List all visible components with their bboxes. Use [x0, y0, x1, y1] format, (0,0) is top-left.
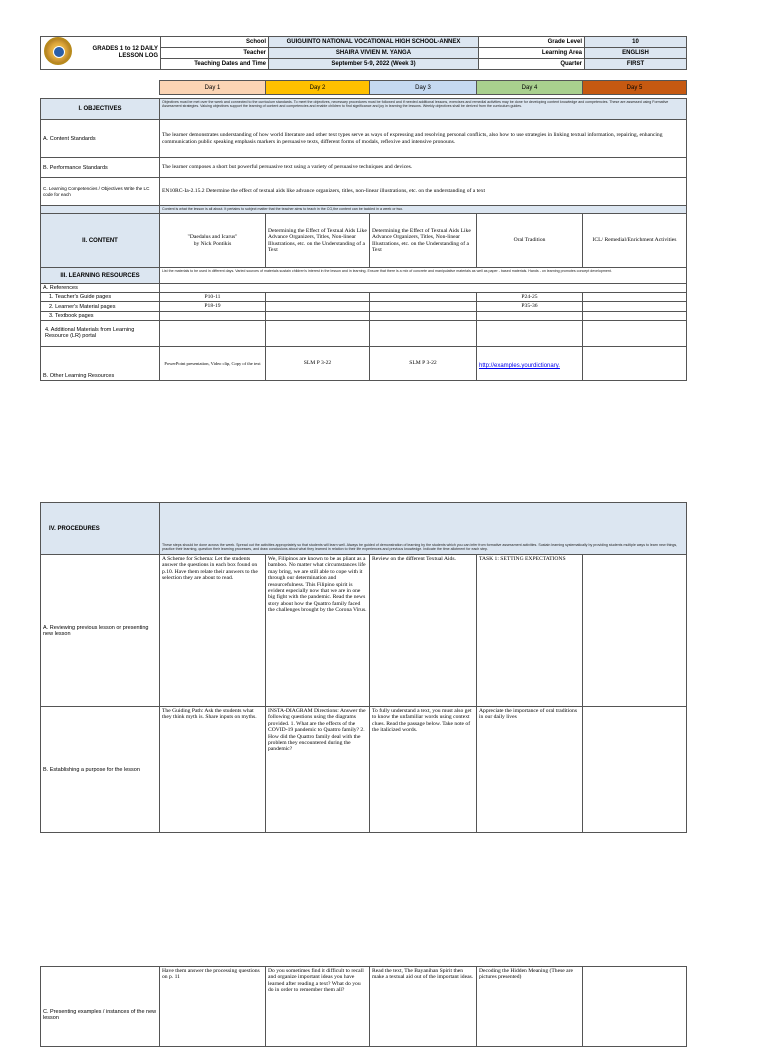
competency-text: EN10RC-Ia-2.15.2 Determine the effect of textual aids like advance organizers, titles, non-linear illustrations, etc. on the understanding of a text: [160, 178, 687, 206]
other-resources-label: B. Other Learning Resources: [41, 346, 160, 380]
procedure-c-label: C. Presenting examples / instances of the new lesson: [41, 967, 160, 1047]
day-2-header: Day 2: [266, 81, 370, 95]
procedures-c-table: [40, 966, 687, 1047]
teacher-label: Teacher: [161, 48, 269, 59]
tg-day-4: P24-25: [477, 293, 583, 302]
procedure-b-day-2: INSTA-DIAGRAM Directions: Answer the following questions using the diagrams provided. 1. What are the effects of the COVID-19 pandemic to Quattro family? 2. How did the Quattro family deal with the problem they encountered during the pandemic?: [266, 707, 370, 833]
procedure-a-day-2: We, Filipinos are known to be as pliant as a bamboo. No matter what circumstances life may bring, we are still able to cope with it through our determination and resourcefulness. This Filipino spirit is evident especially now that we are in one big fight with the pandemic. Read the news story about how the Quattro family faced the challenges brought by the Corona Virus.: [266, 555, 370, 707]
other-day-3: SLM P 3-22: [370, 346, 477, 380]
quarter-label: Quarter: [479, 59, 585, 70]
dates-value: September 5-9, 2022 (Week 3): [269, 59, 479, 70]
content-standards-text: The learner demonstrates understanding of how world literature and other text types serve as ways of expressing and resolving personal conflicts, also how to use strategies in linking textual information, repairing, enhancing communication public speaking emphasis markers in persuasive texts, different forms of modals, reflexive and intensive pronouns.: [160, 120, 687, 158]
day-4-header: Day 4: [477, 81, 583, 95]
textbook-label: 3. Textbook pages: [41, 311, 160, 320]
lm-day-1: P18-19: [160, 302, 266, 311]
content-day-5: ICL/ Remedial/Enrichment Activities: [583, 214, 687, 268]
objectives-table: [40, 80, 687, 381]
content-day-4: Oral Tradition: [477, 214, 583, 268]
quarter-value: FIRST: [585, 59, 687, 70]
content-day-2: Determining the Effect of Textual Aids Like Advance Organizers, Titles, Non-linear Illustrations, etc. on the Understanding of a Text: [266, 214, 370, 268]
tg-day-1: P10-11: [160, 293, 266, 302]
procedure-a-day-3: Review on the different Textual Aids.: [370, 555, 477, 707]
day-1-header: Day 1: [160, 81, 266, 95]
additional-materials-label: 4. Additional Materials from Learning Resource (LR) portal: [41, 320, 160, 346]
area-label: Learning Area: [479, 48, 585, 59]
procedure-a-day-4: TASK 1: SETTING EXPECTATIONS: [477, 555, 583, 707]
procedures-title: IV. PROCEDURES: [41, 503, 160, 555]
area-value: ENGLISH: [585, 48, 687, 59]
lm-day-4: P35-36: [477, 302, 583, 311]
grade-label: Grade Level: [479, 37, 585, 48]
other-day-1: PowerPoint presentation, Video clip, Copy of the text: [160, 346, 266, 380]
day-5-header: Day 5: [583, 81, 687, 95]
lm-label: 2. Learner's Material pages: [41, 302, 160, 311]
school-label: School: [161, 37, 269, 48]
procedure-c-day-4: Decoding the Hidden Meaning (These are pictures presented): [477, 967, 583, 1047]
content-standards-label: A. Content Standards: [41, 120, 160, 158]
content-day-1-title: "Daedalus and Icarus": [187, 234, 238, 241]
procedure-b-label: B. Establishing a purpose for the lesson: [41, 707, 160, 833]
resources-title: III. LEARNING RESOURCES: [41, 268, 160, 284]
content-note: Content is what the lesson is all about. It pertains to subject matter that the teacher aims to teach in the CG,the content can be tackled in a week or two.: [160, 206, 687, 214]
procedures-table: [40, 502, 687, 833]
log-title: GRADES 1 to 12 DAILY LESSON LOG: [41, 37, 161, 70]
tg-label: 1. Teacher's Guide pages: [41, 293, 160, 302]
header-table: [40, 36, 687, 70]
day-3-header: Day 3: [370, 81, 477, 95]
competency-label: C. Learning Competencies / Objectives Write the LC code for each: [41, 178, 160, 206]
content-day-3: Determining the Effect of Textual Aids Like Advance Organizers, Titles, Non-linear Illustrations, etc. on the Understanding of a Text: [370, 214, 477, 268]
teacher-value: SHAIRA VIVIEN M. YANGA: [269, 48, 479, 59]
references-label: A. References: [41, 284, 160, 293]
procedure-b-day-1: The Guiding Path: Ask the students what they think myth is. Share inputs on myths.: [160, 707, 266, 833]
procedure-c-day-2: Do you sometimes find it difficult to recall and organize important ideas you have learned after reading a text? What do you do in order to remember them all?: [266, 967, 370, 1047]
procedure-b-day-3: To fully understand a text, you must also get to know the unfamiliar words using context clues. Read the passage below. Take note of the italicized words.: [370, 707, 477, 833]
content-day-1: [160, 214, 266, 268]
content-title: II. CONTENT: [41, 214, 160, 268]
content-day-1-author: by Nick Pontikis: [193, 240, 232, 247]
objectives-title: I. OBJECTIVES: [41, 99, 160, 120]
other-day-2: SLM P 3-22: [266, 346, 370, 380]
performance-standards-label: B. Performance Standards: [41, 158, 160, 178]
performance-standards-text: The learner composes a short but powerful persuasive text using a variety of persuasive techniques and devices.: [160, 158, 687, 178]
dates-label: Teaching Dates and Time: [161, 59, 269, 70]
procedures-note: These steps should be done across the week. Spread out the activities appropriately so that students will learn well. Always be guided of demonstration of learning by the students which you can infer from formative assessment activities. Sustain learning systematically by providing students multiple ways to learn new things, practice their learning, question their learning processes, and draw conclusions about what they learned in relation to their life experiences and previous knowledge. Indicate the time allotment for each step.: [160, 503, 687, 555]
procedure-a-day-1: A Scheme for Schema: Let the students answer the questions in each box found on p.10. Have them relate their answers to the selection they are about to read.: [160, 555, 266, 707]
school-value: GUIGUINTO NATIONAL VOCATIONAL HIGH SCHOOL-ANNEX: [269, 37, 479, 48]
procedure-c-day-1: Have them answer the processing questions on p. 11: [160, 967, 266, 1047]
procedure-c-day-3: Read the text, The Bayanihan Spirit then make a textual aid out of the important ideas.: [370, 967, 477, 1047]
procedure-b-day-4: Appreciate the importance of oral traditions in our daily lives: [477, 707, 583, 833]
dictionary-link[interactable]: http://examples.yourdictionary.: [479, 363, 560, 370]
resources-note: List the materials to be used in different days. Varied sources of materials sustain children's interest in the lesson and in learning. Ensure that there is a mix of concrete and manipulative materials as well as paper - based materials. Hands - on learning promotes concept development.: [160, 268, 687, 284]
other-day-4-cell: [477, 346, 583, 380]
objectives-note: Objectives must be met over the week and connected to the curriculum standards. To meet the objectives, necessary procedures must be followed and if needed additional lessons, exercises and remedial activities may be done for developing content knowledge and competencies. These are assessed using Formative Assessment strategies. Valuing objectives support the learning of content and competencies and enable children to find significance and joy in learning the lessons. Weekly objectives shall be derived from the curriculum guides.: [160, 99, 687, 120]
grade-value: 10: [585, 37, 687, 48]
procedure-a-label: A. Reviewing previous lesson or presenting new lesson: [41, 555, 160, 707]
